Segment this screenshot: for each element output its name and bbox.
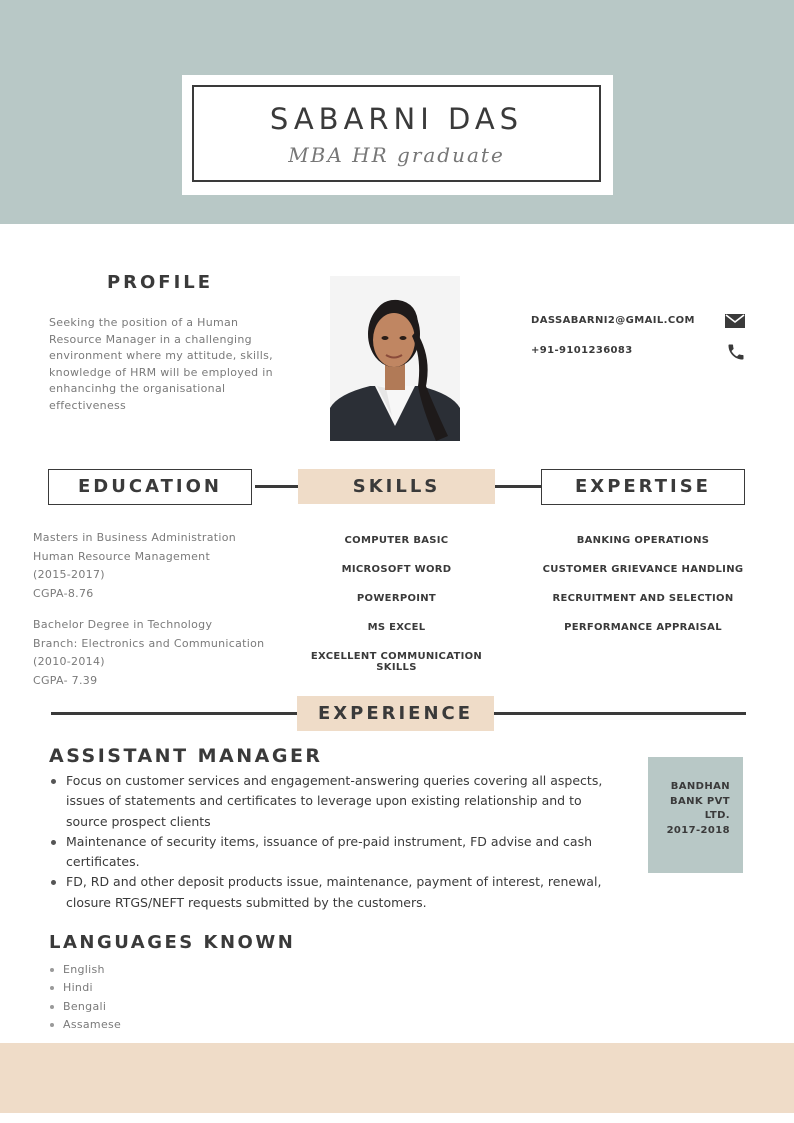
portrait-illustration: [330, 276, 460, 441]
mail-icon: [725, 313, 745, 333]
duty-line: closure RTGS/NEFT requests submitted by the customers.: [66, 894, 427, 910]
profile-line: knowledge of HRM will be employed in: [49, 365, 273, 379]
profile-line: Seeking the position of a Human: [49, 316, 239, 329]
profile-heading: PROFILE: [106, 272, 214, 293]
language-item: Bengali: [63, 998, 121, 1016]
expertise-item: BANKING OPERATIONS: [576, 535, 710, 546]
skill-item: POWERPOINT: [356, 593, 437, 604]
profile-line: environment where my attitude, skills,: [49, 349, 273, 363]
experience-heading: EXPERIENCE: [297, 696, 494, 731]
education-line: Human Resource Management: [33, 549, 211, 563]
duty-item: [66, 832, 626, 873]
candidate-subtitle: MBA HR graduate: [288, 143, 505, 167]
company-line: BANK PVT: [669, 795, 730, 807]
education-heading: EDUCATION: [48, 469, 252, 505]
divider-line: [255, 485, 298, 488]
footer-band: [0, 1043, 794, 1113]
profile-summary: [49, 315, 279, 415]
duty-line: certificates.: [66, 854, 140, 870]
duty-line: source prospect clients: [66, 813, 211, 829]
languages-list: [49, 961, 121, 1034]
profile-line: effectiveness: [49, 398, 127, 412]
email-text[interactable]: DASSABARNI2@GMAIL.COM: [531, 315, 695, 326]
duties-list: [49, 771, 626, 913]
expertise-list: [541, 535, 745, 651]
company-line: 2017-2018: [666, 824, 730, 836]
duty-item: [66, 872, 626, 913]
education-line: Bachelor Degree in Technology: [33, 618, 213, 631]
company-line: LTD.: [704, 810, 730, 822]
skills-list: [296, 535, 497, 680]
education-entry: [33, 529, 295, 603]
language-item: English: [63, 961, 121, 979]
duty-line: Maintenance of security items, issuance of pre-paid instrument, FD advise and cash: [66, 833, 593, 849]
divider-line: [495, 485, 541, 488]
expertise-item: CUSTOMER GRIEVANCE HANDLING: [542, 564, 744, 575]
skills-heading: SKILLS: [298, 469, 495, 504]
education-entry: [33, 616, 295, 690]
expertise-item: RECRUITMENT AND SELECTION: [552, 593, 734, 604]
education-line: (2010-2014): [33, 655, 105, 668]
skill-item: MICROSOFT WORD: [341, 564, 452, 575]
education-line: Masters in Business Administration: [33, 531, 237, 544]
phone-text[interactable]: +91-9101236083: [531, 345, 633, 356]
language-item: Assamese: [63, 1016, 121, 1034]
profile-line: Resource Manager in a challenging: [49, 332, 252, 346]
skill-item: COMPUTER BASIC: [344, 535, 449, 546]
duty-line: Focus on customer services and engagement-answering queries covering all aspects,: [66, 773, 603, 788]
divider-line: [51, 712, 297, 715]
duty-line: FD, RD and other deposit products issue, maintenance, payment of interest, renewal,: [66, 874, 602, 890]
duty-item: [66, 771, 626, 832]
profile-line: enhancinhg the organisational: [49, 382, 226, 396]
expertise-item: PERFORMANCE APPRAISAL: [564, 622, 722, 633]
divider-line: [494, 712, 746, 715]
company-line: BANDHAN: [670, 781, 730, 792]
skill-item: MS EXCEL: [367, 622, 426, 633]
company-info: [648, 780, 743, 838]
expertise-heading: EXPERTISE: [541, 469, 745, 505]
languages-heading: LANGUAGES KNOWN: [49, 932, 296, 953]
skill-item: EXCELLENT COMMUNICATION SKILLS: [310, 651, 483, 673]
job-title: ASSISTANT MANAGER: [49, 745, 323, 767]
duty-line: issues of statements and certificates to leverage upon existing relationship and to: [66, 793, 582, 809]
profile-photo: [330, 276, 460, 441]
phone-icon: [726, 342, 746, 366]
education-line: Branch: Electronics and Communication: [33, 636, 265, 650]
education-line: CGPA-8.76: [33, 586, 94, 600]
language-item: Hindi: [63, 979, 121, 997]
candidate-name: SABARNI DAS: [269, 102, 524, 136]
education-line: (2015-2017): [33, 568, 105, 581]
education-line: CGPA- 7.39: [33, 673, 98, 687]
